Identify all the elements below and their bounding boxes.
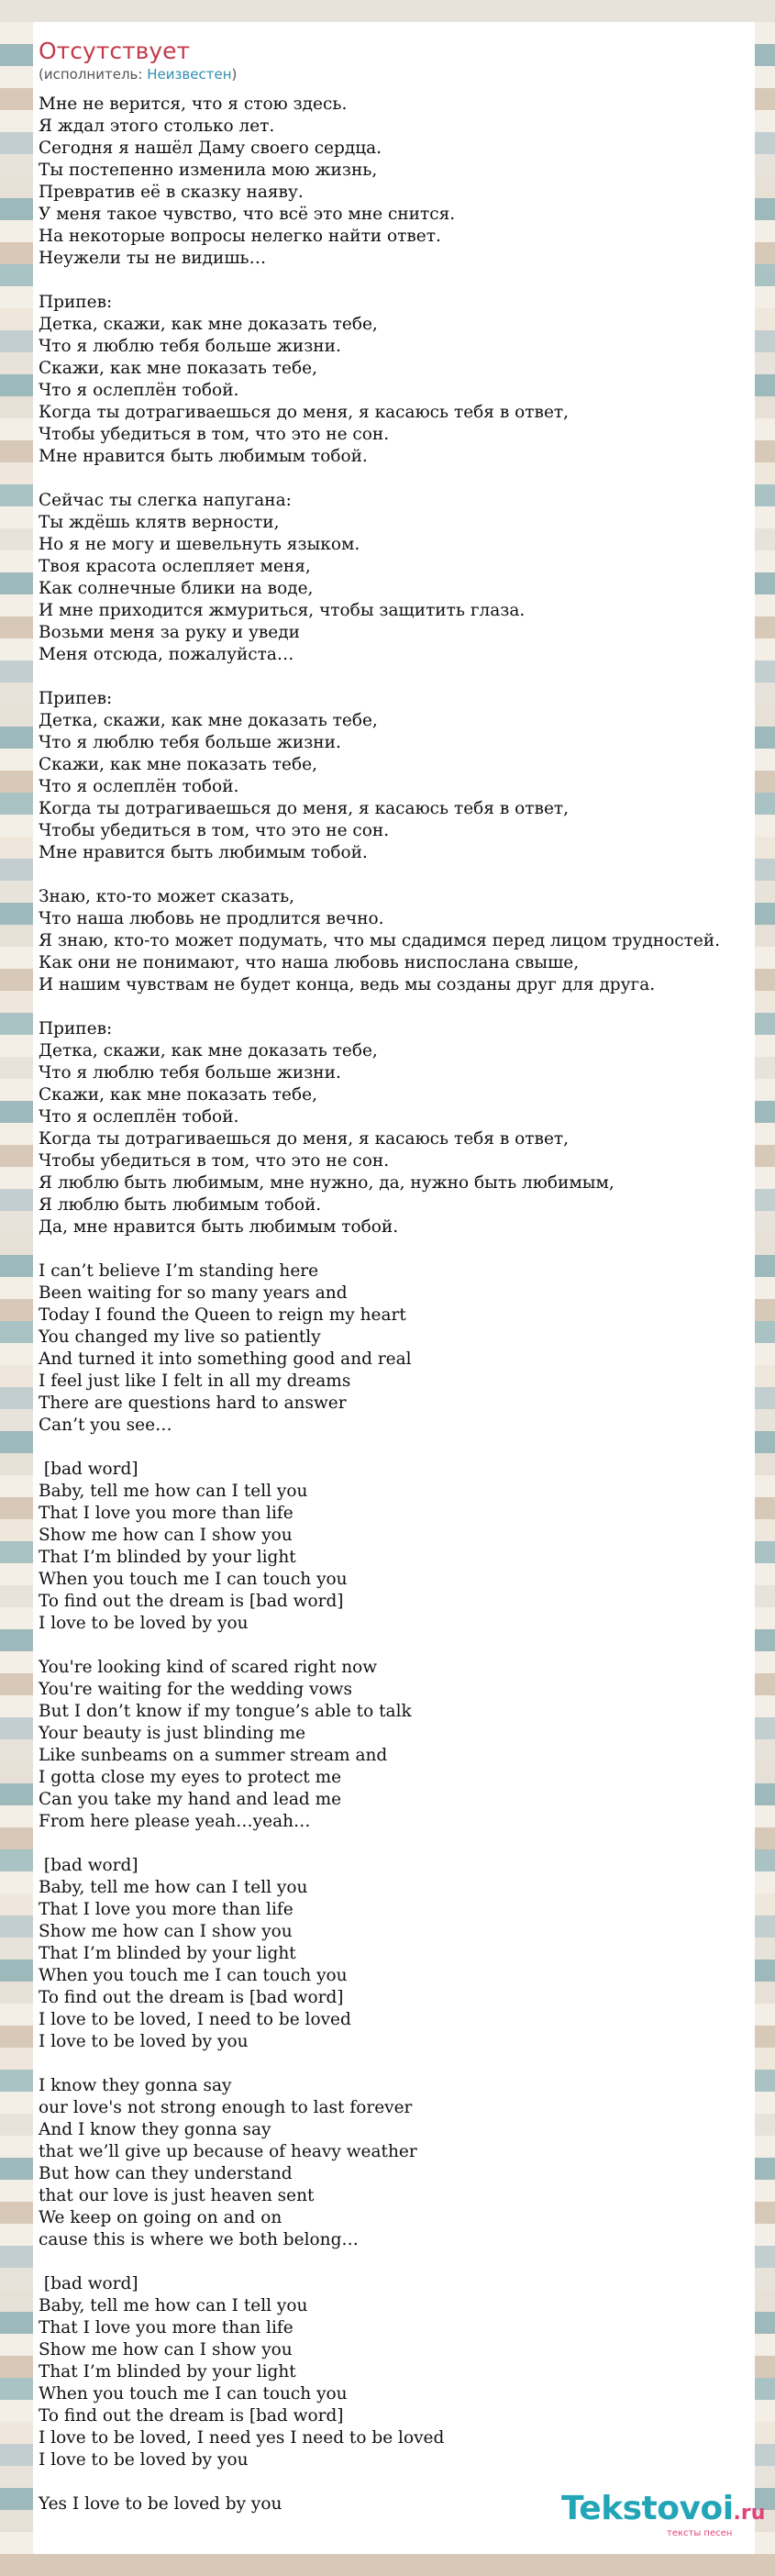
lyric-line: Как солнечные блики на воде, — [39, 579, 314, 598]
artist-suffix: ) — [231, 66, 238, 83]
lyric-line: Что я ослеплён тобой. — [39, 777, 239, 796]
lyric-line: Что я ослеплён тобой. — [39, 381, 239, 400]
lyric-line: And turned it into something good and real — [39, 1349, 412, 1369]
lyric-line: Like sunbeams on a summer stream and — [39, 1746, 388, 1765]
artist-prefix: (исполнитель: — [39, 66, 148, 83]
lyric-line: I feel just like I felt in all my dreams — [39, 1371, 351, 1391]
lyric-line: На некоторые вопросы нелегко найти ответ. — [39, 227, 441, 246]
lyric-line: that we’ll give up because of heavy weather — [39, 2142, 417, 2161]
lyric-line: You're waiting for the wedding vows — [39, 1680, 353, 1699]
lyric-line: И нашим чувствам не будет конца, ведь мы созданы друг для друга. — [39, 975, 656, 994]
lyric-line: Меня отсюда, пожалуйста… — [39, 645, 294, 664]
lyric-line: Ты ждёшь клятв верности, — [39, 513, 280, 532]
artist-link[interactable]: Неизвестен — [147, 66, 232, 83]
lyric-line — [39, 2251, 763, 2273]
lyric-line: Я ждал этого столько лет. — [39, 117, 275, 136]
lyric-line: Сегодня я нашёл Даму своего сердца. — [39, 139, 382, 158]
lyric-line: И мне приходится жмуриться, чтобы защитить глаза. — [39, 601, 526, 620]
lyric-line — [39, 1635, 763, 1657]
lyric-line: Детка, скажи, как мне доказать тебе, — [39, 315, 378, 334]
lyric-line: Can’t you see… — [39, 1416, 172, 1435]
lyric-line: Припев: — [39, 1019, 113, 1038]
lyric-line: Чтобы убедиться в том, что это не сон. — [39, 1151, 390, 1171]
background-stripe — [0, 0, 775, 22]
lyric-line: Я знаю, кто-то может подумать, что мы сдадимся перед лицом трудностей. — [39, 931, 721, 950]
lyric-line — [39, 1238, 763, 1260]
lyric-line: Что я люблю тебя больше жизни. — [39, 733, 341, 752]
lyric-line: Припев: — [39, 293, 113, 312]
lyric-line: Your beauty is just blinding me — [39, 1724, 306, 1743]
lyric-line: You're looking kind of scared right now — [39, 1658, 378, 1677]
lyric-line: Мне нравится быть любимым тобой. — [39, 843, 368, 862]
lyric-line: Превратив её в сказку наяву. — [39, 183, 304, 202]
lyric-line: Возьми меня за руку и уведи — [39, 623, 300, 642]
lyric-line: That I love you more than life — [39, 1900, 293, 1919]
lyric-line: Baby, tell me how can I tell you — [39, 1482, 308, 1501]
lyric-line: I can’t believe I’m standing here — [39, 1261, 319, 1281]
lyric-line — [39, 270, 763, 292]
lyric-line: Скажи, как мне показать тебе, — [39, 1085, 317, 1105]
lyric-line — [39, 2053, 763, 2075]
artist-line — [39, 65, 755, 83]
lyric-line: Как они не понимают, что наша любовь ниспослана свыше, — [39, 953, 580, 972]
lyric-line: Чтобы убедиться в том, что это не сон. — [39, 821, 390, 840]
lyric-line: But how can they understand — [39, 2164, 293, 2183]
lyric-line: Детка, скажи, как мне доказать тебе, — [39, 1041, 378, 1060]
lyric-line: I know they gonna say — [39, 2076, 232, 2095]
lyric-line: Когда ты дотрагиваешься до меня, я касаюсь тебя в ответ, — [39, 1129, 570, 1149]
lyric-line: [bad word] — [39, 1460, 138, 1479]
lyric-line: Я люблю быть любимым тобой. — [39, 1195, 322, 1215]
lyric-line: Детка, скажи, как мне доказать тебе, — [39, 711, 378, 730]
site-logo[interactable] — [561, 2489, 772, 2553]
lyric-line: I love to be loved by you — [39, 2032, 249, 2051]
lyric-line: That I’m blinded by your light — [39, 2362, 296, 2382]
lyric-line: Ты постепенно изменила мою жизнь, — [39, 161, 378, 180]
background-stripe — [0, 2554, 775, 2576]
lyric-line: Мне нравится быть любимым тобой. — [39, 447, 368, 466]
lyric-line: Been waiting for so many years and — [39, 1283, 348, 1303]
lyrics-text — [39, 94, 763, 2515]
lyrics-page — [33, 22, 755, 2554]
lyric-line: Да, мне нравится быть любимым тобой. — [39, 1217, 399, 1237]
lyric-line: Can you take my hand and lead me — [39, 1790, 342, 1809]
lyric-line: Yes I love to be loved by you — [39, 2494, 282, 2514]
lyric-line: Baby, tell me how can I tell you — [39, 2296, 308, 2315]
lyric-line — [39, 996, 763, 1018]
lyric-line: Твоя красота ослепляет меня, — [39, 557, 311, 576]
lyric-line — [39, 666, 763, 688]
lyric-line: There are questions hard to answer — [39, 1393, 347, 1413]
lyric-line: Baby, tell me how can I tell you — [39, 1878, 308, 1897]
lyric-line: That I’m blinded by your light — [39, 1548, 296, 1567]
lyric-line: Но я не могу и шевельнуть языком. — [39, 535, 360, 554]
lyric-line — [39, 1833, 763, 1855]
lyric-line — [39, 864, 763, 886]
lyric-line: Show me how can I show you — [39, 2340, 293, 2359]
lyric-line: Today I found the Queen to reign my heart — [39, 1305, 406, 1325]
lyric-line: I love to be loved by you — [39, 1614, 249, 1633]
lyric-line: I love to be loved, I need yes I need to be loved — [39, 2428, 445, 2448]
lyric-line: [bad word] — [39, 2274, 138, 2293]
lyric-line: our love's not strong enough to last forever — [39, 2098, 413, 2117]
lyric-line: Скажи, как мне показать тебе, — [39, 359, 317, 378]
lyric-line: Когда ты дотрагиваешься до меня, я касаюсь тебя в ответ, — [39, 403, 570, 422]
lyric-line — [39, 1437, 763, 1459]
song-header — [33, 22, 755, 83]
lyric-line: that our love is just heaven sent — [39, 2186, 315, 2205]
lyric-line: But I don’t know if my tongue’s able to talk — [39, 1702, 412, 1721]
lyric-line: Неужели ты не видишь… — [39, 249, 267, 268]
lyric-line: That I love you more than life — [39, 1504, 293, 1523]
lyric-line: When you touch me I can touch you — [39, 2384, 348, 2404]
lyric-line — [39, 468, 763, 490]
lyric-line: And I know they gonna say — [39, 2120, 271, 2139]
lyric-line: That I’m blinded by your light — [39, 1944, 296, 1963]
lyric-line: You changed my live so patiently — [39, 1327, 321, 1347]
lyric-line: That I love you more than life — [39, 2318, 293, 2337]
logo-wordmark — [561, 2489, 765, 2534]
lyric-line: [bad word] — [39, 1856, 138, 1875]
lyric-line: Припев: — [39, 689, 113, 708]
lyric-line: Мне не верится, что я стою здесь. — [39, 94, 348, 114]
lyric-line: Чтобы убедиться в том, что это не сон. — [39, 425, 390, 444]
lyric-line: Что я люблю тебя больше жизни. — [39, 337, 341, 356]
lyric-line: From here please yeah…yeah… — [39, 1812, 311, 1831]
lyric-line: Скажи, как мне показать тебе, — [39, 755, 317, 774]
lyric-line: Сейчас ты слегка напугана: — [39, 491, 292, 510]
lyric-line: Show me how can I show you — [39, 1922, 293, 1941]
logo-name: Tekstovoi — [561, 2490, 734, 2527]
lyric-line: Знаю, кто-то может сказать, — [39, 887, 295, 906]
lyric-line: Что наша любовь не продлится вечно. — [39, 909, 384, 928]
lyric-line: cause this is where we both belong… — [39, 2230, 359, 2249]
lyric-line: To find out the dream is [bad word] — [39, 1592, 344, 1611]
lyric-line: Когда ты дотрагиваешься до меня, я касаюсь тебя в ответ, — [39, 799, 570, 818]
logo-tagline: тексты песен — [667, 2528, 733, 2538]
lyric-line: Что я люблю тебя больше жизни. — [39, 1063, 341, 1083]
lyric-line: When you touch me I can touch you — [39, 1570, 348, 1589]
lyric-line: I love to be loved, I need to be loved — [39, 2010, 351, 2029]
lyric-line: Show me how can I show you — [39, 1526, 293, 1545]
lyric-line: I love to be loved by you — [39, 2450, 249, 2470]
logo-tld: .ru — [733, 2502, 766, 2525]
lyric-line: Я люблю быть любимым, мне нужно, да, нужно быть любимым, — [39, 1173, 614, 1193]
lyric-line: When you touch me I can touch you — [39, 1966, 348, 1985]
lyric-line: У меня такое чувство, что всё это мне снится. — [39, 205, 456, 224]
lyric-line: I gotta close my eyes to protect me — [39, 1768, 342, 1787]
lyric-line: Что я ослеплён тобой. — [39, 1107, 239, 1127]
song-title: Отсутствует — [39, 38, 191, 64]
lyric-line: To find out the dream is [bad word] — [39, 1988, 344, 2007]
lyric-line: We keep on going on and on — [39, 2208, 282, 2227]
lyric-line: To find out the dream is [bad word] — [39, 2406, 344, 2426]
